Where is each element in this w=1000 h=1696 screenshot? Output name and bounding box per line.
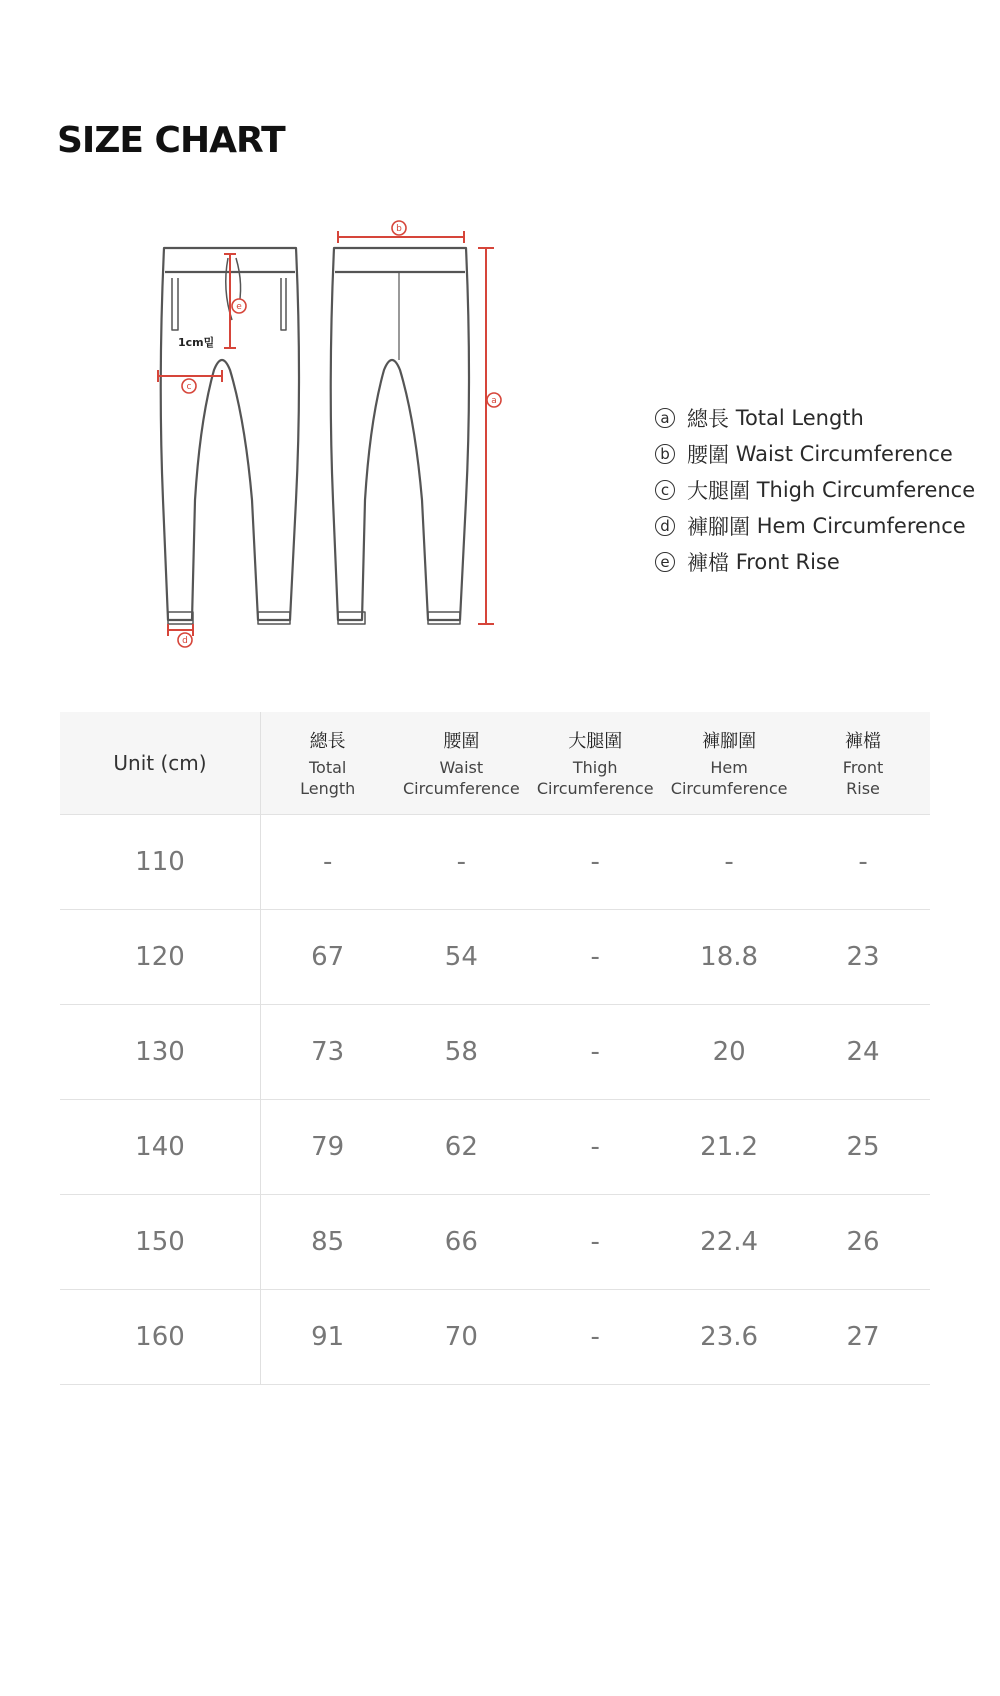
pants-diagram xyxy=(0,0,1000,700)
table-row xyxy=(60,814,930,909)
unit-header: Unit (cm) xyxy=(60,712,261,814)
legend-marker-b: b xyxy=(655,444,675,464)
size-table-container xyxy=(60,712,930,1385)
table-cell: 91 xyxy=(311,1321,345,1352)
table-row xyxy=(60,1289,930,1384)
marker-a: a xyxy=(491,396,497,406)
table-cell: 26 xyxy=(846,1226,880,1257)
table-cell: 18.8 xyxy=(700,941,759,972)
table-cell: 67 xyxy=(311,941,345,972)
table-cell: 73 xyxy=(311,1036,345,1067)
legend-item-b: b 腰圍 Waist Circumference xyxy=(655,436,975,472)
size-cell: 120 xyxy=(60,909,261,1004)
legend-marker-c: c xyxy=(655,480,675,500)
measurement-legend xyxy=(655,400,975,580)
table-cell: - xyxy=(456,846,467,877)
legend-marker-e: e xyxy=(655,552,675,572)
table-cell: - xyxy=(590,1321,600,1352)
table-cell: - xyxy=(590,1036,600,1067)
table-cell: - xyxy=(590,846,600,877)
back-pants-outline xyxy=(331,248,469,620)
legend-marker-d: d xyxy=(655,516,675,536)
table-cell: 21.2 xyxy=(700,1131,759,1162)
table-cell: 25 xyxy=(846,1131,880,1162)
table-cell: - xyxy=(590,1226,600,1257)
table-cell: 23 xyxy=(846,941,880,972)
table-cell: 62 xyxy=(444,1131,478,1162)
size-cell: 110 xyxy=(60,814,261,909)
legend-item-d: d 褲腳圍 Hem Circumference xyxy=(655,508,975,544)
table-cell: 23.6 xyxy=(700,1321,759,1352)
marker-e: e xyxy=(236,302,242,312)
table-row xyxy=(60,909,930,1004)
table-cell: 79 xyxy=(311,1131,345,1162)
table-cell: 20 xyxy=(712,1036,746,1067)
table-row xyxy=(60,1099,930,1194)
table-cell: - xyxy=(858,846,868,877)
size-cell: 150 xyxy=(60,1194,261,1289)
table-cell: 22.4 xyxy=(700,1226,759,1257)
table-row xyxy=(60,1004,930,1099)
table-cell: - xyxy=(590,941,600,972)
table-cell: 66 xyxy=(444,1226,478,1257)
marker-d: d xyxy=(182,636,188,646)
table-cell: - xyxy=(323,846,333,877)
table-cell: 54 xyxy=(444,941,478,972)
table-cell: 24 xyxy=(846,1036,880,1067)
col-hem: 褲腳圍 Hem Circumference xyxy=(670,730,788,798)
table-header-row xyxy=(60,712,930,814)
page-title: SIZE CHART xyxy=(57,120,285,161)
col-thigh: 大腿圍 Thigh Circumference xyxy=(536,730,654,798)
table-cell: 58 xyxy=(444,1036,478,1067)
col-front-rise: 褲檔 Front Rise xyxy=(842,730,884,798)
legend-item-e: e 褲檔 Front Rise xyxy=(655,544,975,580)
legend-item-c: c 大腿圍 Thigh Circumference xyxy=(655,472,975,508)
marker-b: b xyxy=(396,224,402,234)
size-cell: 130 xyxy=(60,1004,261,1099)
col-waist: 腰圍 Waist Circumference xyxy=(402,730,520,798)
diagram-note: 1cm밑 xyxy=(178,336,215,349)
table-cell: 85 xyxy=(311,1226,345,1257)
table-cell: 70 xyxy=(444,1321,478,1352)
size-cell: 160 xyxy=(60,1289,261,1384)
legend-item-a: a 總長 Total Length xyxy=(655,400,975,436)
col-total-length: 總長 Total Length xyxy=(300,730,356,798)
size-cell: 140 xyxy=(60,1099,261,1194)
table-cell: 27 xyxy=(846,1321,880,1352)
table-cell: - xyxy=(590,1131,600,1162)
marker-c: c xyxy=(186,382,192,392)
table-cell: - xyxy=(724,846,734,877)
table-row xyxy=(60,1194,930,1289)
legend-marker-a: a xyxy=(655,408,675,428)
size-table xyxy=(60,712,930,1385)
